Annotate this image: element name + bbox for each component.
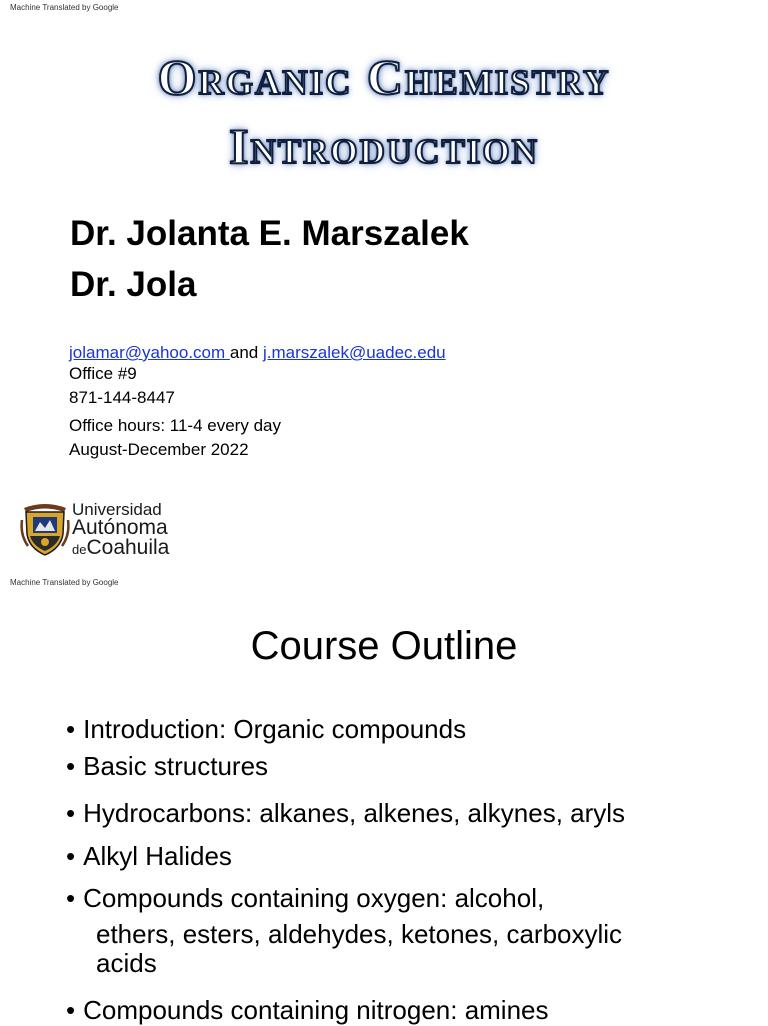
list-item: • Compounds containing nitrogen: amines — [66, 995, 549, 1026]
logo-text-coahuila-word: Coahuila — [86, 536, 170, 559]
page-subtitle: Introduction — [229, 118, 539, 174]
page-title: Organic Chemistry — [157, 49, 611, 105]
phone-number: 871-144-8447 — [69, 388, 175, 407]
email-link-yahoo[interactable]: jolamar@yahoo.com — [69, 343, 230, 362]
course-outline-heading: Course Outline — [250, 624, 518, 668]
list-item-continuation: acids — [96, 948, 157, 978]
and-text: and — [229, 343, 263, 362]
term-dates: August-December 2022 — [69, 440, 249, 459]
logo-text-universidad: Universidad — [72, 500, 162, 519]
logo-text-autonoma: Autónoma — [72, 516, 168, 539]
email-link-uadec[interactable]: j.marszalek@uadec.edu — [262, 343, 446, 362]
list-item: • Alkyl Halides — [66, 841, 232, 872]
author-name: Dr. Jolanta E. Marszalek — [70, 214, 469, 253]
university-crest-icon — [20, 500, 70, 558]
list-item: • Compounds containing oxygen: alcohol, — [66, 883, 544, 914]
list-item: • Introduction: Organic compounds — [66, 714, 466, 745]
list-item: • Hydrocarbons: alkanes, alkenes, alkynes, aryls — [66, 798, 625, 829]
office-hours: Office hours: 11-4 every day — [69, 416, 281, 435]
logo-text-de: de — [72, 542, 87, 557]
office-number: Office #9 — [69, 364, 137, 383]
list-item-continuation: ethers, esters, aldehydes, ketones, carboxylic — [96, 919, 623, 949]
author-nickname: Dr. Jola — [70, 265, 197, 304]
email-line — [69, 343, 446, 363]
translation-note-2: Machine Translated by Google — [10, 578, 119, 587]
translation-note: Machine Translated by Google — [10, 3, 119, 12]
list-item: • Basic structures — [66, 751, 268, 782]
logo-text-coahuila — [72, 536, 169, 560]
